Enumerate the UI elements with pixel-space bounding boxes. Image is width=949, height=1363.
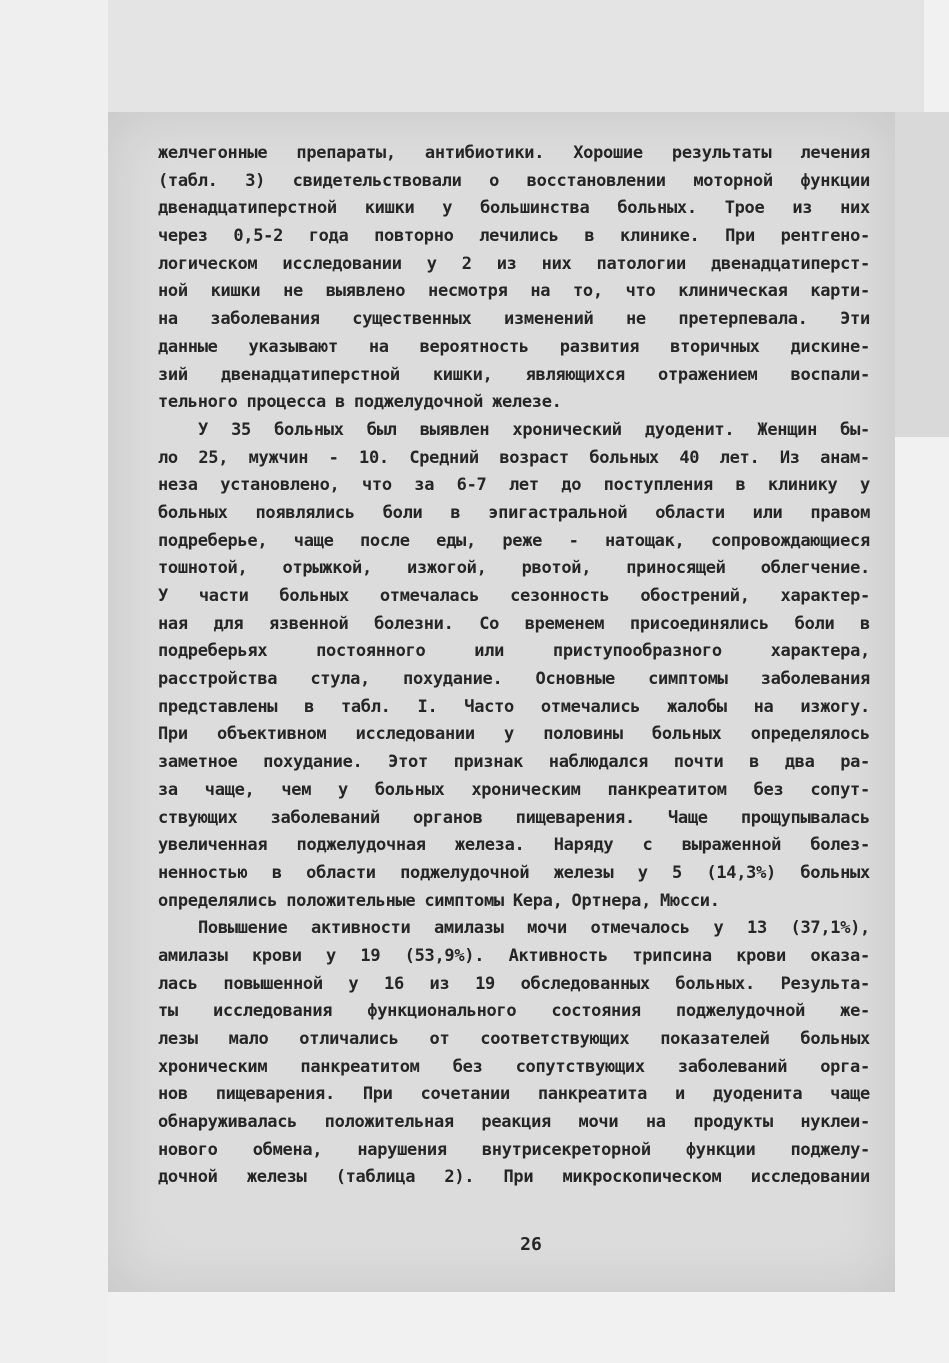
text-line: ной кишки не выявлено несмотря на то, что клиническая карти-: [158, 281, 870, 302]
text-line: нового обмена, нарушения внутрисекреторной функции поджелу-: [158, 1139, 870, 1160]
text-line: ная для язвенной болезни. Со временем присоединялись боли в: [158, 613, 870, 634]
text-line: заметное похудание. Этот признак наблюдался почти в два ра-: [158, 752, 870, 773]
text-line: хроническим панкреатитом без сопутствующих заболеваний орга-: [158, 1056, 870, 1077]
text-line: Повышение активности амилазы мочи отмечалось у 13 (37,1%),: [198, 918, 870, 939]
text-line: обнаруживалась положительная реакция мочи на продукты нуклеи-: [158, 1112, 870, 1133]
page-sheet-edge: [895, 112, 949, 437]
text-line: ло 25, мужчин - 10. Средний возраст больных 40 лет. Из анам-: [158, 447, 870, 468]
text-line: дочной железы (таблица 2). При микроскопическом исследовании: [158, 1167, 870, 1188]
body-text: [158, 140, 870, 1192]
text-line: подреберье, чаще после еды, реже - натощак, сопровождающиеся: [158, 530, 870, 551]
text-line: ствующих заболеваний органов пищеварения. Чаще прощупывалась: [158, 807, 870, 828]
text-line: за чаще, чем у больных хроническим панкреатитом без сопут-: [158, 779, 870, 800]
text-line: через 0,5-2 года повторно лечились в клинике. При рентгено-: [158, 226, 870, 247]
scan-margin-top: [108, 0, 924, 112]
text-line: логическом исследовании у 2 из них патологии двенадцатиперст-: [158, 253, 870, 274]
text-line: При объективном исследовании у половины больных определялось: [158, 724, 870, 745]
text-line: зий двенадцатиперстной кишки, являющихся отражением воспали-: [158, 364, 870, 385]
text-line: тельного процесса в поджелудочной железе.: [158, 392, 562, 413]
text-line: данные указывают на вероятность развития вторичных дискине-: [158, 336, 870, 357]
text-line: ты исследования функционального состояния поджелудочной же-: [158, 1001, 870, 1022]
text-line: увеличенная поджелудочная железа. Наряду с выраженной болез-: [158, 835, 870, 856]
text-line: больных появлялись боли в эпигастральной области или правом: [158, 502, 870, 523]
text-line: двенадцатиперстной кишки у большинства больных. Трое из них: [158, 198, 870, 219]
text-line: лась повышенной у 16 из 19 обследованных больных. Результа-: [158, 973, 870, 994]
text-line: желчегонные препараты, антибиотики. Хорошие результаты лечения: [158, 143, 870, 163]
text-line: неза установлено, что за 6-7 лет до поступления в клинику у: [158, 475, 870, 496]
text-line: на заболевания существенных изменений не претерпевала. Эти: [158, 309, 870, 330]
text-line: У 35 больных был выявлен хронический дуоденит. Женщин бы-: [198, 419, 870, 440]
page-number: 26: [520, 1234, 542, 1255]
scan-margin-left: [0, 0, 108, 1363]
text-line: (табл. 3) свидетельствовали о восстановлении моторной функции: [158, 170, 870, 191]
text-line: подреберьях постоянного или приступообразного характера,: [158, 641, 870, 662]
text-line: амилазы крови у 19 (53,9%). Активность трипсина крови оказа-: [158, 945, 870, 966]
text-line: представлены в табл. I. Часто отмечались жалобы на изжогу.: [158, 696, 870, 717]
text-line: расстройства стула, похудание. Основные симптомы заболевания: [158, 669, 870, 690]
text-line: тошнотой, отрыжкой, изжогой, рвотой, приносящей облегчение.: [158, 558, 870, 579]
text-line: определялись положительные симптомы Кера, Ортнера, Мюсси.: [158, 890, 720, 911]
text-line: У части больных отмечалась сезонность обострений, характер-: [158, 586, 870, 606]
text-line: нов пищеварения. При сочетании панкреатита и дуоденита чаще: [158, 1084, 870, 1105]
text-line: ненностью в области поджелудочной железы у 5 (14,3%) больных: [158, 862, 870, 883]
text-line: лезы мало отличались от соответствующих показателей больных: [158, 1029, 870, 1049]
